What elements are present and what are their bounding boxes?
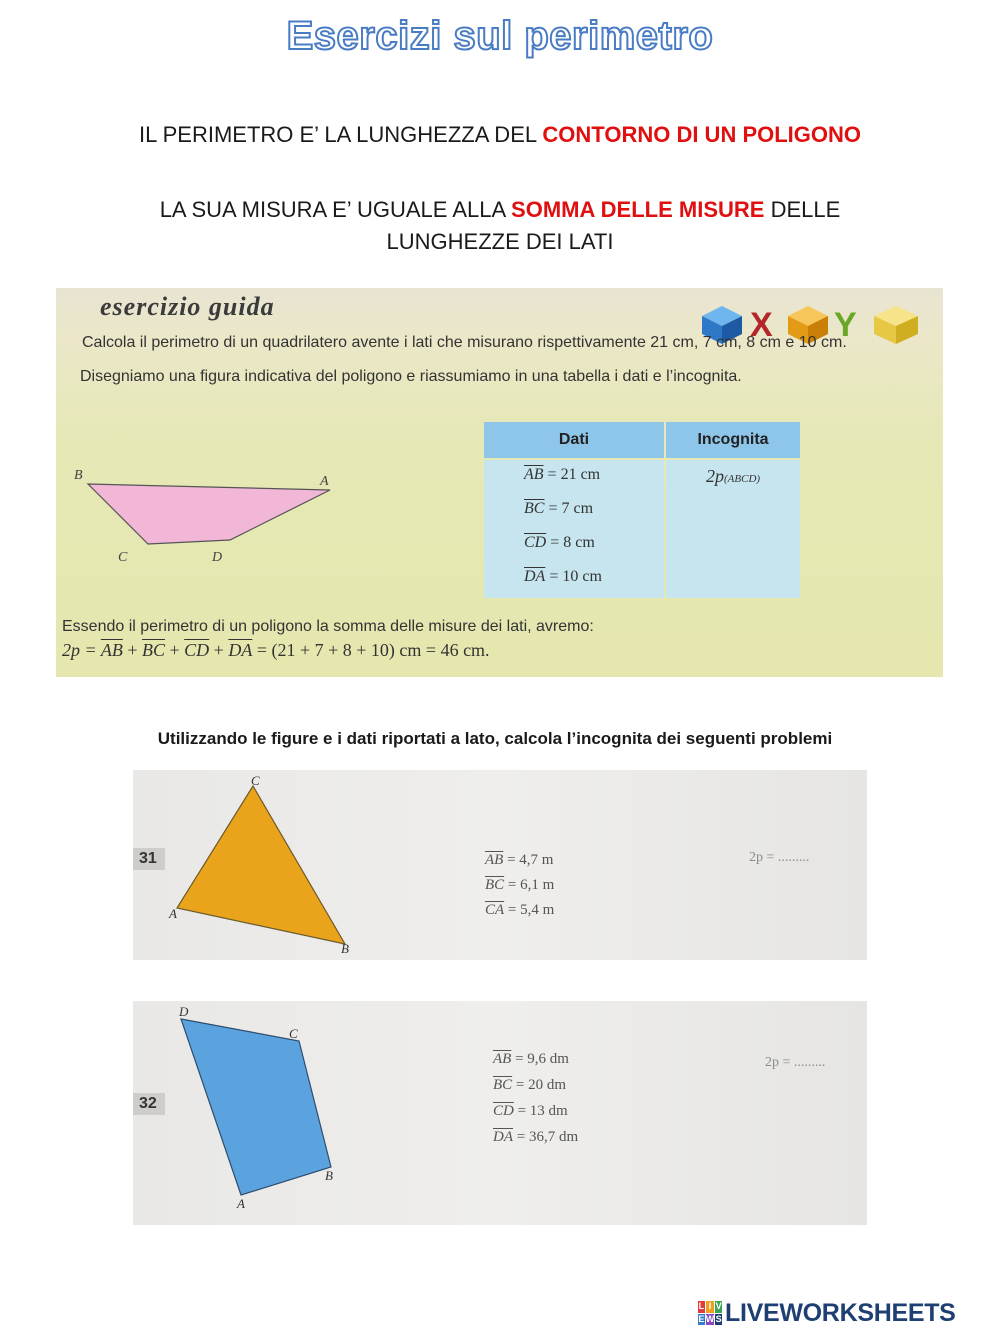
data-value: = 5,4 m — [507, 902, 555, 918]
logo-mark-letter: I — [706, 1301, 715, 1313]
quadrilateral-figure — [80, 478, 340, 558]
unknown-main: 2p — [706, 466, 724, 486]
formula-segment-cd: $\overline{CD}$ — [184, 640, 210, 660]
logo-mark-letter: E — [698, 1313, 705, 1324]
table-row-segment: $\overline{BC}$ — [524, 500, 545, 517]
table-row-value: = 8 cm — [550, 534, 595, 551]
formula-segment-da: $\overline{DA}$ — [228, 640, 253, 660]
data-segment: $\overline{AB}$ — [485, 852, 504, 868]
definition-line-1 — [0, 122, 1000, 148]
data-value: = 9,6 dm — [515, 1051, 569, 1067]
exercise-data-row — [485, 852, 553, 869]
svg-text:X: X — [750, 306, 773, 344]
table-header-dati: Dati — [484, 422, 664, 458]
definition-line-1-text: IL PERIMETRO E’ LA LUNGHEZZA DEL — [138, 122, 543, 147]
table-row-segment: $\overline{CD}$ — [524, 534, 547, 551]
exercise-data-row — [485, 902, 554, 919]
data-table — [484, 422, 802, 600]
definition-line-2-end: DELLE LUNGHEZZE DEI LATI — [386, 197, 841, 254]
exercise-data-row — [493, 1051, 569, 1068]
exercise-data-row — [493, 1077, 566, 1094]
data-value: = 4,7 m — [507, 852, 554, 868]
exercise-data-row — [485, 877, 554, 894]
vertex-label-a: A — [237, 1196, 245, 1211]
logo-mark-letter: S — [715, 1313, 722, 1324]
exercise-31-image — [133, 770, 867, 960]
definition-line-2-text: LA SUA MISURA E’ UGUALE ALLA — [159, 197, 512, 222]
vertex-label-c: C — [118, 550, 128, 565]
vertex-label-b: B — [74, 468, 83, 483]
vertex-label-c: C — [251, 773, 260, 788]
data-segment: $\overline{DA}$ — [493, 1129, 513, 1145]
vertex-label-b: B — [325, 1168, 333, 1183]
definition-line-2-highlight: SOMMA DELLE MISURE — [511, 197, 765, 222]
exercise-data-row — [493, 1129, 578, 1146]
exercise-32-image — [133, 1001, 867, 1225]
unknown-subscript: (ABCD) — [724, 473, 761, 485]
answer-field[interactable]: 2p = ......... — [765, 1055, 826, 1070]
logo-mark-letter: L — [698, 1301, 705, 1311]
svg-text:Y: Y — [834, 306, 857, 344]
table-row — [524, 466, 600, 484]
table-row-segment: $\overline{DA}$ — [524, 568, 546, 585]
table-row — [524, 534, 595, 552]
guide-formula — [62, 640, 490, 661]
data-value: = 6,1 m — [507, 877, 555, 893]
data-segment: $\overline{CD}$ — [493, 1103, 514, 1119]
formula-plus: + — [122, 640, 142, 660]
table-row-value: = 21 cm — [547, 466, 601, 483]
data-value: = 36,7 dm — [516, 1129, 579, 1145]
page-title: Esercizi sul perimetro — [286, 14, 714, 58]
exercise-number: 31 — [133, 848, 165, 870]
definition-line-1-highlight: CONTORNO DI UN POLIGONO — [542, 122, 862, 147]
formula-segment-bc: $\overline{BC}$ — [141, 640, 165, 660]
data-value: = 13 dm — [517, 1103, 568, 1119]
answer-field[interactable]: 2p = ......... — [749, 850, 810, 865]
formula-segment-ab: $\overline{AB}$ — [100, 640, 123, 660]
data-segment: $\overline{AB}$ — [493, 1051, 512, 1067]
unknown-value — [706, 466, 760, 487]
table-row-segment: $\overline{AB}$ — [524, 466, 544, 483]
table-header-incognita: Incognita — [666, 422, 800, 458]
data-segment: $\overline{CA}$ — [485, 902, 505, 918]
guide-task: Calcola il perimetro di un quadrilatero avente i lati che misurano rispettivamente 21 cm, 7 cm, 8 cm e 10 cm. — [82, 334, 847, 351]
formula-lhs: 2p = — [62, 640, 101, 660]
logo-mark-letter: V — [715, 1301, 722, 1311]
liveworksheets-logo-text: LIVEWORKSHEETS — [725, 1298, 956, 1327]
vertex-label-b: B — [341, 941, 349, 956]
formula-rhs: = (21 + 7 + 8 + 10) cm = 46 cm. — [252, 640, 490, 660]
vertex-label-c: C — [289, 1026, 298, 1041]
table-row-value: = 10 cm — [549, 568, 602, 585]
vertex-label-d: D — [212, 550, 223, 565]
definition-line-2 — [100, 194, 900, 258]
liveworksheets-logo[interactable] — [698, 1297, 956, 1329]
table-row-value: = 7 cm — [548, 500, 594, 517]
quadrilateral-figure — [177, 1015, 347, 1201]
table-row — [524, 568, 602, 586]
data-segment: $\overline{BC}$ — [493, 1077, 513, 1093]
table-row — [524, 500, 593, 518]
guide-heading: esercizio guida — [100, 292, 275, 321]
triangle-figure — [173, 782, 363, 948]
guide-conclusion: Essendo il perimetro di un poligono la somma delle misure dei lati, avremo: — [62, 618, 594, 635]
formula-plus: + — [165, 640, 185, 660]
vertex-label-a: A — [320, 474, 329, 489]
guide-instruction: Disegniamo una figura indicativa del poligono e riassumiamo in una tabella i dati e l’incognita. — [80, 368, 742, 385]
exercise-number: 32 — [133, 1093, 165, 1115]
data-segment: $\overline{BC}$ — [485, 877, 505, 893]
logo-mark-letter: W — [705, 1313, 715, 1324]
vertex-label-a: A — [169, 906, 177, 921]
exercise-instruction: Utilizzando le figure e i dati riportati a lato, calcola l’incognita dei seguenti problemi — [157, 729, 833, 748]
exercise-data-row — [493, 1103, 568, 1120]
vertex-label-d: D — [179, 1004, 189, 1019]
liveworksheets-logo-icon — [698, 1301, 722, 1325]
formula-plus: + — [209, 640, 229, 660]
data-value: = 20 dm — [515, 1077, 567, 1093]
guided-exercise-image — [56, 288, 943, 677]
